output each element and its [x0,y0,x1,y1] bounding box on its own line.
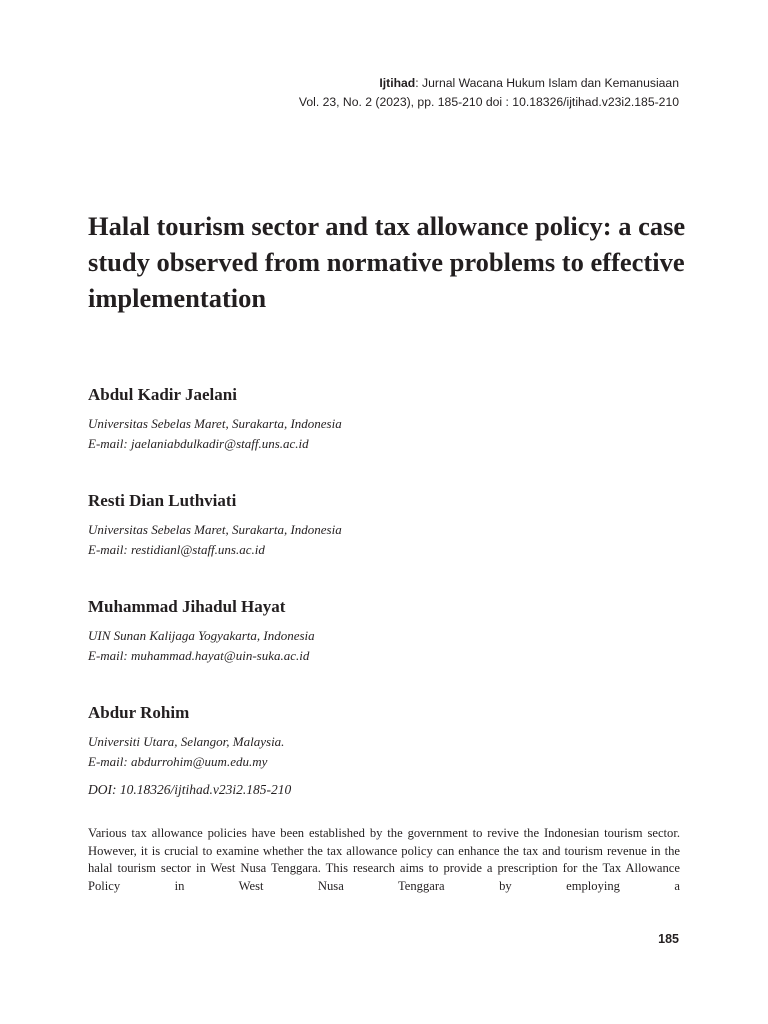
journal-subtitle: : Jurnal Wacana Hukum Islam dan Kemanusiaan [415,76,679,90]
journal-name-line [119,74,679,93]
author-name: Abdul Kadir Jaelani [88,385,237,404]
author-block [88,702,678,772]
author-affiliation: Universiti Utara, Selangor, Malaysia. [88,734,285,749]
author-name: Muhammad Jihadul Hayat [88,597,286,616]
article-doi: DOI: 10.18326/ijtihad.v23i2.185-210 [88,782,292,797]
author-affiliation: UIN Sunan Kalijaga Yogyakarta, Indonesia [88,628,315,643]
author-email: E-mail: abdurrohim@uum.edu.my [88,754,268,769]
author-email: E-mail: muhammad.hayat@uin-suka.ac.id [88,648,310,663]
author-name: Abdur Rohim [88,703,190,722]
author-affiliation: Universitas Sebelas Maret, Surakarta, Indonesia [88,416,342,431]
author-block [88,596,678,666]
journal-name: Ijtihad [379,76,416,90]
journal-header [119,74,679,112]
journal-citation: Vol. 23, No. 2 (2023), pp. 185-210 doi : 10.18326/ijtihad.v23i2.185-210 [298,95,679,109]
author-email: E-mail: jaelaniabdulkadir@staff.uns.ac.id [88,436,309,451]
author-block [88,490,678,560]
author-name: Resti Dian Luthviati [88,491,237,510]
author-email: E-mail: restidianl@staff.uns.ac.id [88,542,265,557]
article-title: Halal tourism sector and tax allowance policy: a case study observed from normative problems to effective implementation [88,211,686,313]
page-number: 185 [658,932,679,946]
author-affiliation: Universitas Sebelas Maret, Surakarta, Indonesia [88,522,342,537]
author-block [88,384,678,454]
abstract-text: Various tax allowance policies have been established by the government to revive the Indonesian tourism sector. However, it is crucial to examine whether the tax allowance policy can enhance the tax and tourism revenue in the halal tourism sector in West Nusa Tenggara. This research aims to provide a prescription for the Tax Allowance Policy in West Nusa Tenggara by employing a [88,826,680,893]
